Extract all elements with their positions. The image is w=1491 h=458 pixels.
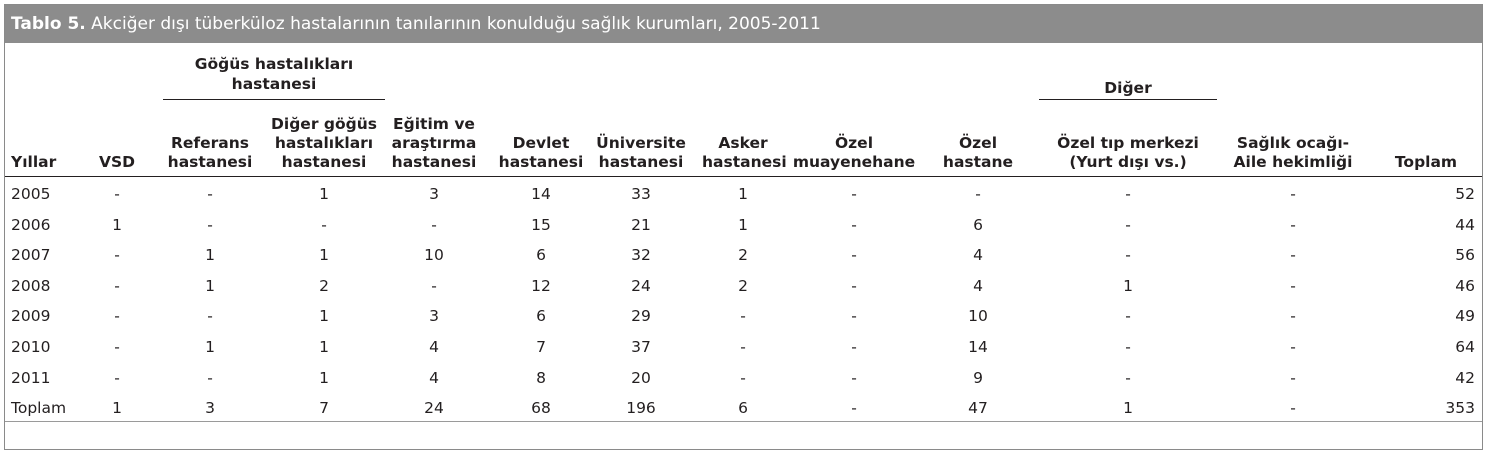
column-header-4-line-0: Eğitim ve — [393, 115, 475, 133]
column-header-8-line-1: muayenehane — [792, 153, 916, 171]
column-header-3-line-2: hastanesi — [281, 153, 367, 171]
group-header-gogus-line1: Göğüs hastalıkları — [194, 55, 354, 73]
table-cell: 2 — [319, 276, 329, 295]
table-cell: 1 — [319, 307, 329, 326]
column-header-11-line-1: Aile hekimliği — [1233, 153, 1353, 171]
row-label: 2010 — [11, 338, 51, 356]
table-cell: 29 — [631, 307, 651, 326]
table-cell: 6 — [536, 307, 546, 326]
table-cell: - — [321, 215, 327, 234]
table-cell: 4 — [429, 368, 439, 387]
column-header-4-line-1: araştırma — [391, 134, 477, 152]
group-rule-gogus — [163, 99, 385, 100]
table-caption — [5, 5, 1482, 43]
column-header-2-line-1: hastanesi — [167, 153, 253, 171]
table-cell: - — [207, 185, 213, 203]
row-label: 2008 — [11, 276, 51, 295]
table-cell: 56 — [1455, 246, 1475, 265]
column-header-3-line-0: Diğer göğüs — [271, 115, 377, 133]
column-header-4-line-2: hastanesi — [391, 153, 477, 171]
table-cell: 37 — [631, 338, 651, 356]
table-cell: 353 — [1445, 399, 1475, 418]
table-cell: 24 — [424, 399, 444, 418]
table-cell: - — [1290, 368, 1296, 387]
table-cell: - — [1290, 307, 1296, 326]
column-header-1-line-0: VSD — [98, 153, 136, 171]
table-cell: - — [1290, 399, 1296, 418]
table-cell: 6 — [738, 399, 748, 418]
caption-text: Akciğer dışı tüberküloz hastalarının tanılarının konulduğu sağlık kurumları, 2005-2011 — [91, 14, 821, 34]
column-header-7-line-0: Asker — [718, 134, 768, 152]
table-cell: - — [207, 368, 213, 387]
table-cell: - — [207, 215, 213, 234]
table-cell: 3 — [429, 185, 439, 203]
table-cell: - — [1125, 338, 1131, 356]
caption-label: Tablo 5. — [11, 14, 86, 34]
column-header-8-line-0: Özel — [834, 134, 874, 152]
table-cell: 3 — [205, 399, 215, 418]
table-cell: 6 — [536, 246, 546, 265]
table-cell: 44 — [1455, 215, 1475, 234]
table-cell: - — [851, 399, 857, 418]
table-cell: - — [1125, 185, 1131, 203]
table-cell: - — [740, 338, 746, 356]
table-cell: - — [431, 276, 437, 295]
table-cell: - — [207, 307, 213, 326]
table-cell: 1 — [205, 338, 215, 356]
table-cell: - — [1125, 368, 1131, 387]
table-cell: 1 — [1123, 399, 1133, 418]
table-cell: 1 — [738, 215, 748, 234]
table-cell: 1 — [319, 246, 329, 265]
table-cell: 68 — [531, 399, 551, 418]
table-cell: 14 — [531, 185, 551, 203]
table-cell: - — [1290, 338, 1296, 356]
table-cell: 33 — [631, 185, 651, 203]
table-cell: 32 — [631, 246, 651, 265]
table-cell: - — [740, 307, 746, 326]
table-cell: - — [1125, 246, 1131, 265]
column-header-9-line-1: hastane — [942, 153, 1014, 171]
column-header-6-line-1: hastanesi — [598, 153, 684, 171]
table-cell: 7 — [536, 338, 546, 356]
table-cell: 10 — [424, 246, 444, 265]
table-cell: 4 — [429, 338, 439, 356]
table-cell: - — [114, 338, 120, 356]
table-cell: - — [740, 368, 746, 387]
table-cell: 2 — [738, 246, 748, 265]
table-cell: 24 — [631, 276, 651, 295]
table-cell: 1 — [738, 185, 748, 203]
table-cell: - — [851, 338, 857, 356]
group-header-gogus-line2: hastanesi — [231, 75, 317, 93]
table-cell: - — [114, 307, 120, 326]
column-header-6-line-0: Üniversite — [596, 134, 686, 152]
table-cell: 1 — [112, 215, 122, 234]
table-cell: 12 — [531, 276, 551, 295]
column-header-11-line-0: Sağlık ocağı- — [1236, 134, 1350, 152]
table-cell: 21 — [631, 215, 651, 234]
table-cell: 1 — [205, 246, 215, 265]
column-header-9-line-0: Özel — [958, 134, 998, 152]
table-cell: 42 — [1455, 368, 1475, 387]
table-cell: - — [1290, 276, 1296, 295]
group-rule-diger — [1039, 99, 1217, 100]
row-label: Toplam — [11, 399, 67, 418]
table-cell: - — [851, 185, 857, 203]
table-cell: 2 — [738, 276, 748, 295]
table-cell: 4 — [973, 276, 983, 295]
table-cell: 3 — [429, 307, 439, 326]
table-cell: 47 — [968, 399, 988, 418]
column-header-5-line-1: hastanesi — [498, 153, 584, 171]
table-frame — [4, 4, 1483, 450]
table-cell: 9 — [973, 368, 983, 387]
table-cell: 4 — [973, 246, 983, 265]
table-cell: - — [851, 307, 857, 326]
column-header-12-line-0: Toplam — [1394, 153, 1458, 171]
table-cell: 6 — [973, 215, 983, 234]
table-cell: 196 — [626, 399, 656, 418]
table-cell: - — [851, 276, 857, 295]
table-cell: 49 — [1455, 307, 1475, 326]
table-cell: - — [851, 246, 857, 265]
table-cell: - — [851, 215, 857, 234]
row-label: 2009 — [11, 307, 51, 326]
table-cell: - — [1290, 246, 1296, 265]
table-cell: 1 — [319, 185, 329, 203]
table-cell: 20 — [631, 368, 651, 387]
table-cell: 1 — [319, 368, 329, 387]
row-label: 2007 — [11, 246, 51, 265]
table-cell: - — [114, 246, 120, 265]
table-cell: 64 — [1455, 338, 1475, 356]
table-cell: - — [1125, 307, 1131, 326]
table-cell: - — [1290, 185, 1296, 203]
table-cell: 8 — [536, 368, 546, 387]
table-cell: 52 — [1455, 185, 1475, 203]
column-header-0-line-0: Yıllar — [11, 153, 57, 171]
table-cell: 10 — [968, 307, 988, 326]
table-cell: 46 — [1455, 276, 1475, 295]
table-cell: - — [1290, 215, 1296, 234]
column-header-5-line-0: Devlet — [512, 134, 570, 152]
table-cell: 15 — [531, 215, 551, 234]
header-bottom-rule — [5, 176, 1482, 177]
table-cell: 14 — [968, 338, 988, 356]
table-cell: 7 — [319, 399, 329, 418]
table-cell: - — [851, 368, 857, 387]
column-header-3-line-1: hastalıkları — [274, 134, 374, 152]
column-header-2-line-0: Referans — [170, 134, 250, 152]
table-cell: - — [1125, 215, 1131, 234]
table-cell: 1 — [205, 276, 215, 295]
table-cell: - — [114, 368, 120, 387]
group-header-diger: Diğer — [1104, 79, 1152, 97]
table-cell: 1 — [1123, 276, 1133, 295]
row-label: 2005 — [11, 185, 51, 203]
table-cell: - — [114, 185, 120, 203]
column-header-7-line-1: hastanesi — [702, 153, 787, 171]
column-header-10-line-0: Özel tıp merkezi — [1057, 134, 1199, 152]
table-cell: 1 — [319, 338, 329, 356]
column-header-10-line-1: (Yurt dışı vs.) — [1069, 153, 1187, 171]
table-cell: - — [114, 276, 120, 295]
table-bottom-rule — [5, 421, 1482, 422]
row-label: 2006 — [11, 215, 51, 234]
table-cell: 1 — [112, 399, 122, 418]
table-cell: - — [431, 215, 437, 234]
row-label: 2011 — [11, 368, 51, 387]
table-cell: - — [975, 185, 981, 203]
